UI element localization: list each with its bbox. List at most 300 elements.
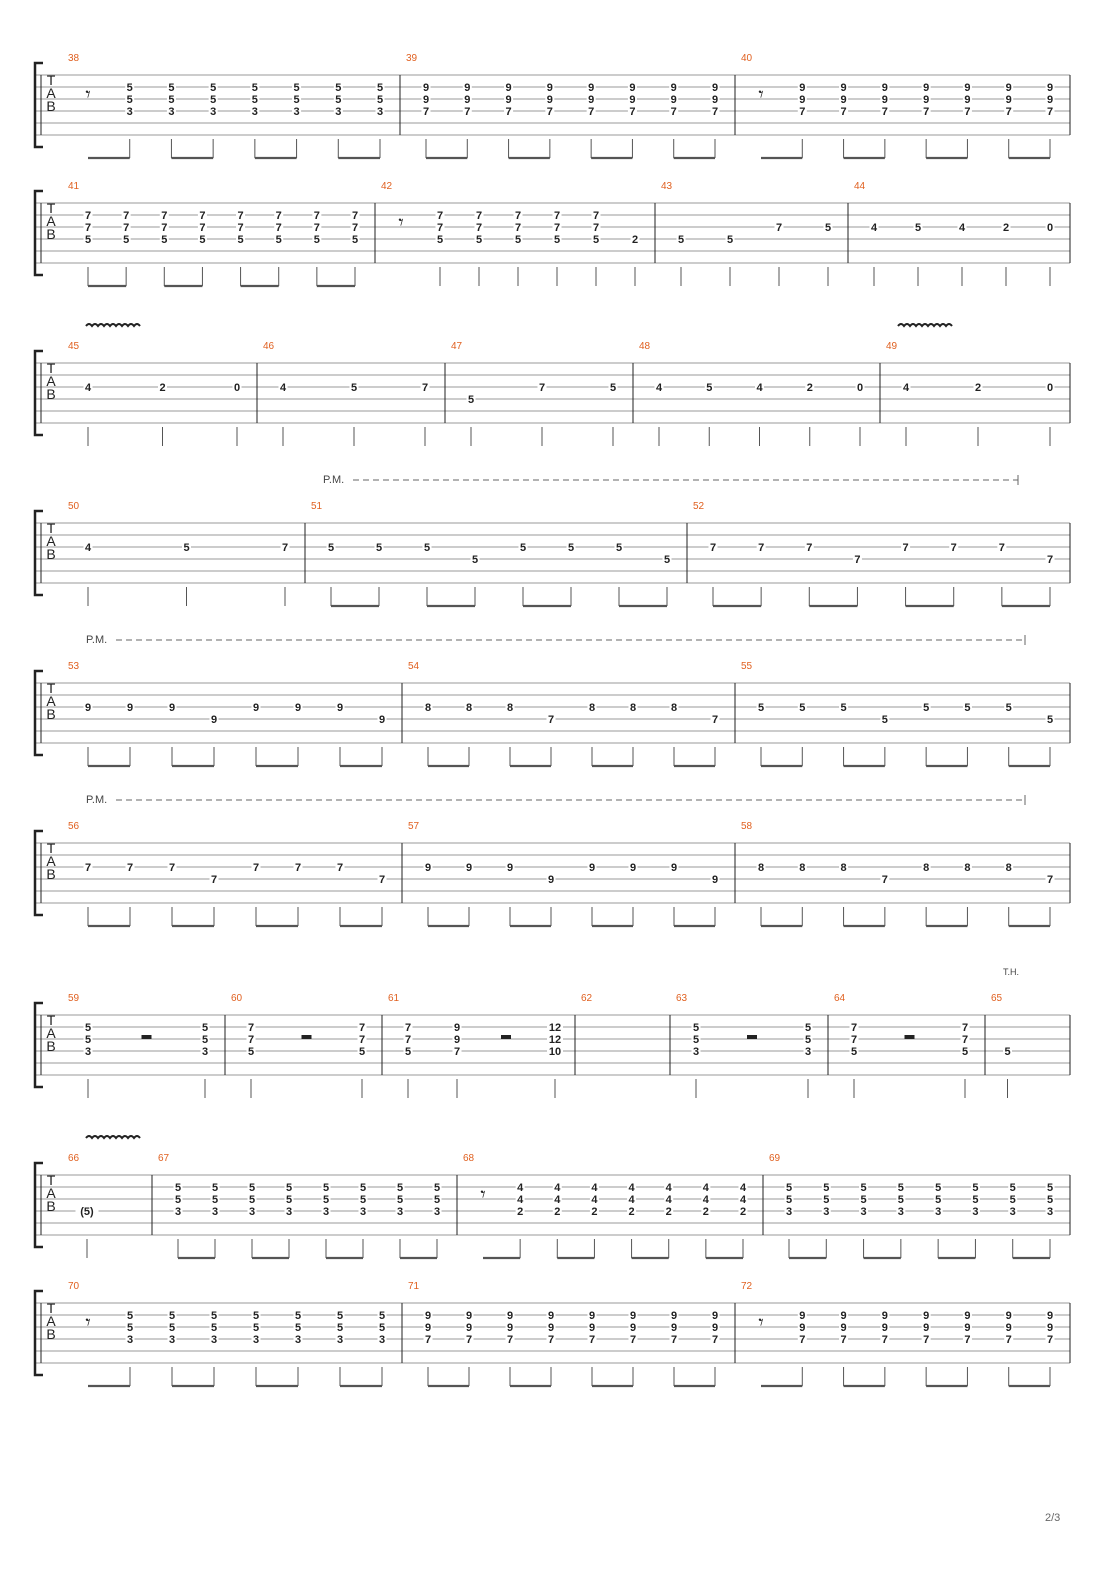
- fret-number: 5: [210, 82, 217, 94]
- measure: [741, 661, 1055, 766]
- measure: [991, 993, 1012, 1098]
- fret-number: 9: [923, 1310, 930, 1322]
- fret-number: 8: [799, 862, 806, 874]
- fret-number: 7: [1005, 1334, 1012, 1346]
- fret-number: 5: [294, 1310, 302, 1322]
- fret-number: 7: [961, 1034, 969, 1046]
- fret-number: 5: [293, 94, 300, 106]
- tab-clef-letter: A: [46, 1313, 56, 1329]
- fret-number: 4: [628, 1182, 635, 1194]
- eighth-rest: 𝄾: [758, 1310, 764, 1334]
- fret-number: 3: [126, 1334, 134, 1346]
- measure-number: 64: [834, 993, 846, 1004]
- fret-number: 7: [422, 106, 430, 118]
- fret-number: 9: [588, 94, 595, 106]
- fret-number: 4: [628, 1194, 635, 1206]
- fret-number: 5: [168, 1322, 176, 1334]
- measure-number: 47: [451, 341, 463, 352]
- fret-number: 7: [237, 210, 244, 222]
- fret-number: 7: [806, 542, 813, 554]
- fret-number: 5: [199, 234, 206, 246]
- fret-number: 2: [1002, 222, 1010, 234]
- fret-number: 5: [252, 1322, 260, 1334]
- fret-number: 7: [505, 106, 512, 118]
- fret-number: 9: [964, 94, 971, 106]
- measure: [741, 53, 1055, 158]
- fret-number: 0: [1046, 382, 1054, 394]
- fret-number: 5: [881, 714, 888, 726]
- fret-number: 5: [376, 94, 384, 106]
- fret-number: 5: [351, 234, 359, 246]
- fret-number: 10: [548, 1046, 562, 1058]
- fret-number: 4: [870, 222, 878, 234]
- fret-number: 9: [711, 82, 719, 94]
- fret-number: 5: [252, 1310, 260, 1322]
- fret-number: 5: [1046, 1194, 1054, 1206]
- fret-number: 7: [464, 106, 471, 118]
- fret-number: 5: [923, 702, 930, 714]
- fret-number: 5: [423, 542, 431, 554]
- fret-number: 5: [706, 382, 713, 394]
- fret-number: 9: [629, 862, 637, 874]
- fret-number: 7: [1046, 1334, 1054, 1346]
- measure-number: 57: [408, 821, 420, 832]
- fret-number: 5: [327, 542, 335, 554]
- fret-number: 3: [804, 1046, 812, 1058]
- fret-number: 5: [335, 94, 342, 106]
- fret-number: 9: [588, 82, 595, 94]
- fret-number: 5: [376, 82, 384, 94]
- fret-number: 4: [517, 1182, 524, 1194]
- fret-number: 5: [785, 1182, 793, 1194]
- fret-number: 4: [902, 382, 910, 394]
- fret-number: 5: [726, 234, 734, 246]
- fret-number: 3: [396, 1206, 404, 1218]
- fret-number: 5: [1005, 702, 1012, 714]
- fret-number: (5): [80, 1206, 94, 1218]
- fret-number: 12: [548, 1034, 562, 1046]
- fret-number: 7: [313, 222, 320, 234]
- fret-number: 7: [123, 210, 130, 222]
- fret-number: 7: [126, 862, 134, 874]
- measure-number: 41: [68, 181, 80, 192]
- fret-number: 5: [248, 1182, 256, 1194]
- fret-number: 5: [84, 1022, 92, 1034]
- fret-number: 9: [453, 1034, 461, 1046]
- fret-number: 7: [538, 382, 546, 394]
- fret-number: 5: [183, 542, 190, 554]
- measure-number: 46: [263, 341, 275, 352]
- fret-number: 7: [475, 222, 483, 234]
- fret-number: 9: [964, 1322, 971, 1334]
- tab-clef-letter: A: [46, 693, 56, 709]
- palm-mute-label: P.M.: [86, 794, 108, 806]
- fret-number: 7: [161, 222, 168, 234]
- measure-number: 49: [886, 341, 898, 352]
- fret-number: 5: [161, 234, 168, 246]
- tab-clef-letter: T: [46, 200, 56, 216]
- fret-number: 7: [799, 1334, 806, 1346]
- fret-number: 3: [322, 1206, 330, 1218]
- fret-number: 9: [588, 862, 596, 874]
- fret-number: 5: [433, 1182, 441, 1194]
- fret-number: 5: [433, 1194, 441, 1206]
- measure-number: 67: [158, 1153, 170, 1164]
- measure: [581, 993, 593, 1004]
- measure-number: 45: [68, 341, 80, 352]
- fret-number: 8: [424, 702, 432, 714]
- fret-number: 5: [210, 94, 217, 106]
- measure-number: 38: [68, 53, 80, 64]
- fret-number: 5: [359, 1194, 367, 1206]
- fret-number: 5: [293, 82, 300, 94]
- fret-number: 4: [665, 1182, 672, 1194]
- fret-number: 9: [424, 1310, 432, 1322]
- measure: [68, 1153, 99, 1258]
- measure: [311, 501, 672, 606]
- tab-clef-letter: A: [46, 1025, 56, 1041]
- fret-number: 8: [629, 702, 637, 714]
- measure-number: 48: [639, 341, 651, 352]
- fret-number: 7: [711, 106, 719, 118]
- fret-number: 7: [252, 862, 260, 874]
- fret-number: 9: [840, 1310, 847, 1322]
- fret-number: 5: [514, 234, 522, 246]
- fret-number: 5: [914, 222, 922, 234]
- measure-number: 39: [406, 53, 418, 64]
- fret-number: 7: [1046, 106, 1054, 118]
- fret-number: 7: [998, 542, 1005, 554]
- fret-number: 7: [275, 222, 282, 234]
- fret-number: 9: [465, 1322, 473, 1334]
- fret-number: 5: [404, 1046, 412, 1058]
- fret-number: 5: [475, 234, 483, 246]
- fret-number: 3: [293, 106, 300, 118]
- fret-number: 2: [665, 1206, 672, 1218]
- fret-number: 5: [935, 1194, 942, 1206]
- fret-number: 9: [465, 1310, 473, 1322]
- fret-number: 7: [358, 1022, 366, 1034]
- measure: [68, 501, 290, 606]
- measure-number: 55: [741, 661, 753, 672]
- fret-number: 7: [404, 1034, 412, 1046]
- fret-number: 5: [378, 1310, 386, 1322]
- half-rest: [747, 1035, 757, 1039]
- fret-number: 5: [237, 234, 244, 246]
- fret-number: 7: [799, 106, 806, 118]
- fret-number: 5: [211, 1182, 219, 1194]
- tab-system: [35, 501, 1070, 606]
- fret-number: 2: [628, 1206, 635, 1218]
- eighth-rest: 𝄾: [85, 1310, 91, 1334]
- system-bracket: [35, 831, 43, 915]
- tab-clef-letter: A: [46, 213, 56, 229]
- measure-number: 58: [741, 821, 753, 832]
- fret-number: 7: [351, 210, 359, 222]
- measure: [68, 993, 210, 1098]
- fret-number: 7: [840, 106, 847, 118]
- fret-number: 5: [663, 554, 671, 566]
- fret-number: 12: [548, 1022, 562, 1034]
- fret-number: 7: [378, 874, 386, 886]
- measure: [231, 993, 367, 1098]
- fret-number: 9: [424, 862, 432, 874]
- tab-clef-letter: T: [46, 1300, 56, 1316]
- fret-number: 9: [629, 82, 636, 94]
- tab-clef-letter: B: [46, 1326, 56, 1342]
- tab-system: [35, 993, 1070, 1098]
- fret-number: 9: [964, 1310, 971, 1322]
- fret-number: 7: [553, 222, 561, 234]
- fret-number: 9: [670, 82, 677, 94]
- fret-number: 4: [739, 1182, 747, 1194]
- fret-number: 9: [670, 1322, 678, 1334]
- tab-clef-letter: B: [46, 386, 56, 402]
- fret-number: 7: [506, 1334, 514, 1346]
- measure: [463, 1153, 748, 1258]
- fret-number: 5: [251, 82, 258, 94]
- fret-number: 5: [201, 1022, 209, 1034]
- fret-number: 7: [281, 542, 289, 554]
- system-bracket: [35, 351, 43, 435]
- measure-number: 53: [68, 661, 80, 672]
- fret-number: 5: [359, 1182, 367, 1194]
- fret-number: 3: [972, 1206, 979, 1218]
- fret-number: 5: [824, 222, 832, 234]
- tab-clef-letter: B: [46, 546, 56, 562]
- tab-clef-letter: B: [46, 98, 56, 114]
- fret-number: 9: [84, 702, 92, 714]
- fret-number: 9: [799, 1322, 806, 1334]
- fret-number: 7: [84, 210, 92, 222]
- fret-number: 5: [201, 1034, 209, 1046]
- tab-clef-letter: B: [46, 1198, 56, 1214]
- fret-number: 9: [168, 702, 176, 714]
- measure: [408, 661, 720, 766]
- fret-number: 9: [464, 82, 471, 94]
- fret-number: 5: [168, 94, 175, 106]
- fret-number: 7: [313, 210, 320, 222]
- fret-number: 7: [475, 210, 483, 222]
- fret-number: 3: [210, 1334, 218, 1346]
- tab-clef-letter: T: [46, 360, 56, 376]
- fret-number: 5: [322, 1182, 330, 1194]
- fret-number: 7: [840, 1334, 847, 1346]
- fret-number: 7: [336, 862, 344, 874]
- fret-number: 5: [436, 234, 444, 246]
- fret-number: 3: [860, 1206, 867, 1218]
- fret-number: 2: [702, 1206, 709, 1218]
- tab-clef-letter: A: [46, 533, 56, 549]
- fret-number: 5: [211, 1194, 219, 1206]
- fret-number: 7: [465, 1334, 473, 1346]
- fret-number: 4: [554, 1182, 561, 1194]
- fret-number: 7: [961, 1022, 969, 1034]
- fret-number: 5: [84, 1034, 92, 1046]
- fret-number: 7: [514, 210, 522, 222]
- fret-number: 7: [84, 862, 92, 874]
- fret-number: 3: [294, 1334, 302, 1346]
- fret-number: 9: [923, 82, 930, 94]
- fret-number: 0: [233, 382, 241, 394]
- fret-number: 5: [1046, 1182, 1054, 1194]
- vibrato-icon: [86, 1136, 140, 1138]
- measure: [451, 341, 618, 446]
- fret-number: 9: [546, 94, 553, 106]
- fret-number: 3: [248, 1206, 256, 1218]
- measure-number: 63: [676, 993, 688, 1004]
- fret-number: 2: [554, 1206, 561, 1218]
- tab-system: [35, 53, 1070, 158]
- fret-number: 9: [881, 1310, 888, 1322]
- fret-number: 8: [923, 862, 930, 874]
- fret-number: 5: [897, 1194, 904, 1206]
- tab-clef-letter: T: [46, 840, 56, 856]
- fret-number: 9: [294, 702, 302, 714]
- fret-number: 4: [517, 1194, 524, 1206]
- fret-number: 3: [335, 106, 342, 118]
- tab-system: [35, 341, 1070, 446]
- fret-number: 5: [804, 1034, 812, 1046]
- fret-number: 9: [252, 702, 260, 714]
- fret-number: 7: [436, 210, 444, 222]
- fret-number: 9: [422, 94, 430, 106]
- fret-number: 5: [961, 1046, 969, 1058]
- fret-number: 9: [629, 94, 636, 106]
- fret-number: 9: [378, 714, 386, 726]
- tab-system: [35, 181, 1070, 286]
- fret-number: 7: [247, 1022, 255, 1034]
- fret-number: 7: [237, 222, 244, 234]
- system-bracket: [35, 191, 43, 275]
- fret-number: 5: [1004, 1046, 1011, 1058]
- fret-number: 9: [506, 862, 514, 874]
- fret-number: 3: [336, 1334, 344, 1346]
- fret-number: 5: [519, 542, 527, 554]
- fret-number: 5: [553, 234, 561, 246]
- fret-number: 8: [465, 702, 473, 714]
- half-rest: [501, 1035, 511, 1039]
- fret-number: 8: [588, 702, 596, 714]
- fret-number: 7: [850, 1022, 858, 1034]
- fret-number: 2: [591, 1206, 598, 1218]
- fret-number: 9: [126, 702, 134, 714]
- fret-number: 4: [665, 1194, 672, 1206]
- fret-number: 9: [840, 82, 847, 94]
- tab-clef-letter: T: [46, 680, 56, 696]
- fret-number: 7: [436, 222, 444, 234]
- fret-number: 3: [211, 1206, 219, 1218]
- measure-number: 72: [741, 1281, 753, 1292]
- fret-number: 5: [972, 1182, 979, 1194]
- fret-number: 5: [126, 94, 133, 106]
- fret-number: 4: [591, 1182, 598, 1194]
- fret-number: 7: [168, 862, 176, 874]
- fret-number: 2: [159, 382, 166, 394]
- fret-number: 7: [421, 382, 429, 394]
- tab-clef-letter: A: [46, 373, 56, 389]
- fret-number: 5: [396, 1194, 404, 1206]
- fret-number: 3: [285, 1206, 293, 1218]
- tab-clef-letter: T: [46, 1012, 56, 1028]
- fret-number: 3: [1046, 1206, 1054, 1218]
- fret-number: 3: [1009, 1206, 1016, 1218]
- fret-number: 5: [210, 1310, 218, 1322]
- fret-number: 7: [711, 1334, 719, 1346]
- measure-number: 65: [991, 993, 1003, 1004]
- tab-clef-letter: A: [46, 1185, 56, 1201]
- system-bracket: [35, 671, 43, 755]
- measure: [886, 341, 1055, 446]
- fret-number: 7: [553, 210, 561, 222]
- fret-number: 4: [739, 1194, 747, 1206]
- fret-number: 9: [670, 1310, 678, 1322]
- fret-number: 7: [775, 222, 783, 234]
- fret-number: 5: [336, 1310, 344, 1322]
- fret-number: 7: [923, 106, 930, 118]
- fret-number: 9: [923, 94, 930, 106]
- fret-number: 9: [1005, 1310, 1012, 1322]
- fret-number: 9: [547, 1322, 555, 1334]
- measure: [408, 821, 720, 926]
- fret-number: 9: [505, 94, 512, 106]
- fret-number: 9: [453, 1022, 461, 1034]
- fret-number: 3: [168, 1334, 176, 1346]
- eighth-rest: 𝄾: [480, 1182, 486, 1206]
- fret-number: 5: [935, 1182, 942, 1194]
- fret-number: 7: [424, 1334, 432, 1346]
- measure: [661, 181, 833, 286]
- fret-number: 9: [881, 1322, 888, 1334]
- fret-number: 9: [547, 1310, 555, 1322]
- fret-number: 5: [126, 1310, 134, 1322]
- fret-number: 5: [1009, 1182, 1016, 1194]
- fret-number: 5: [378, 1322, 386, 1334]
- fret-number: 9: [629, 1322, 637, 1334]
- measure-number: 61: [388, 993, 400, 1004]
- fret-number: 7: [404, 1022, 412, 1034]
- measure-number: 60: [231, 993, 243, 1004]
- fret-number: 9: [547, 874, 555, 886]
- fret-number: 3: [201, 1046, 209, 1058]
- fret-number: 5: [174, 1194, 182, 1206]
- fret-number: 5: [592, 234, 600, 246]
- fret-number: 9: [840, 94, 847, 106]
- measure-number: 69: [769, 1153, 781, 1164]
- measure: [406, 53, 720, 158]
- vibrato-icon: [898, 324, 952, 326]
- tapping-label: T.H.: [1003, 967, 1020, 977]
- fret-number: 9: [670, 94, 677, 106]
- fret-number: 5: [677, 234, 685, 246]
- fret-number: 9: [799, 94, 806, 106]
- fret-number: 7: [854, 554, 861, 566]
- tab-clef-letter: B: [46, 226, 56, 242]
- measure: [854, 181, 1055, 286]
- fret-number: 7: [123, 222, 130, 234]
- measure-number: 54: [408, 661, 420, 672]
- fret-number: 7: [629, 106, 636, 118]
- fret-number: 8: [840, 862, 847, 874]
- fret-number: 2: [631, 234, 639, 246]
- fret-number: 7: [881, 1334, 888, 1346]
- fret-number: 0: [1046, 222, 1054, 234]
- tab-system: [35, 1281, 1070, 1386]
- measure: [693, 501, 1055, 606]
- fret-number: 5: [396, 1182, 404, 1194]
- fret-number: 0: [856, 382, 864, 394]
- fret-number: 7: [547, 1334, 555, 1346]
